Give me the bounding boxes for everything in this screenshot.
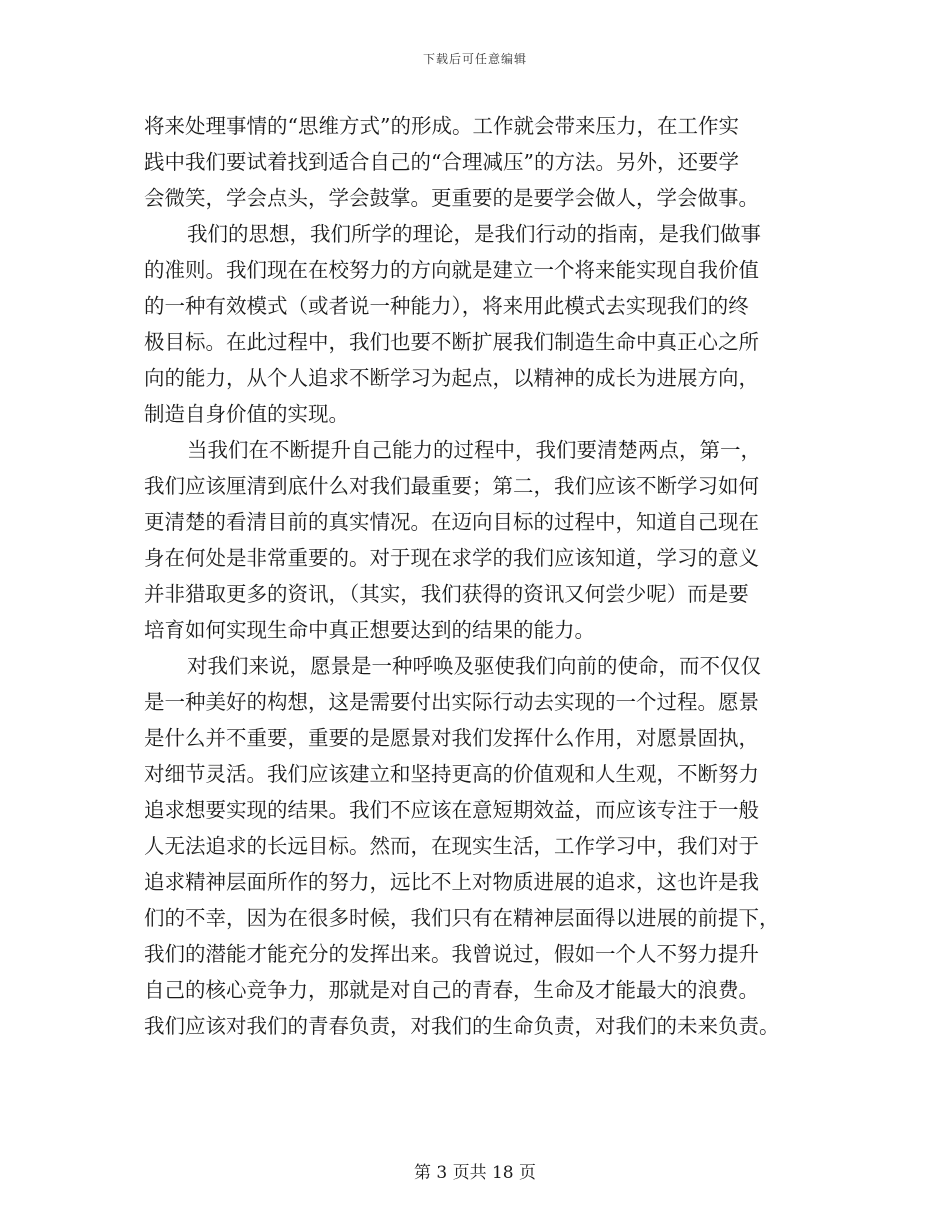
paragraph-start-line: 对我们来说，愿景是一种呼唤及驱使我们向前的使命，而不仅仅 bbox=[187, 654, 761, 678]
paragraph-start-line: 我们的思想，我们所学的理论，是我们行动的指南，是我们做事 bbox=[187, 222, 761, 246]
text-line: 们的不幸，因为在很多时候，我们只有在精神层面得以进展的前提下， bbox=[144, 906, 780, 930]
text-line: 会微笑，学会点头，学会鼓掌。更重要的是要学会做人，学会做事。 bbox=[144, 186, 759, 210]
page-number: 第 3 页共 18 页 bbox=[413, 1163, 537, 1183]
text-line: 是什么并不重要，重要的是愿景对我们发挥什么作用，对愿景固执， bbox=[144, 726, 759, 750]
text-line: 的一种有效模式（或者说一种能力），将来用此模式去实现我们的终 bbox=[144, 294, 749, 318]
text-line: 将来处理事情的“思维方式”的形成。工作就会带来压力，在工作实 bbox=[144, 114, 739, 138]
text-line: 极目标。在此过程中，我们也要不断扩展我们制造生命中真正心之所 bbox=[144, 330, 759, 354]
text-line: 是一种美好的构想，这是需要付出实际行动去实现的一个过程。愿景 bbox=[144, 690, 759, 714]
text-line: 自己的核心竞争力，那就是对自己的青春，生命及才能最大的浪费。 bbox=[144, 978, 759, 1002]
text-line: 我们应该厘清到底什么对我们最重要；第二，我们应该不断学习如何 bbox=[144, 474, 759, 498]
document-body bbox=[144, 108, 814, 1044]
text-line: 制造自身价值的实现。 bbox=[144, 402, 349, 426]
text-line: 更清楚的看清目前的真实情况。在迈向目标的过程中，知道自己现在 bbox=[144, 510, 759, 534]
text-line: 的准则。我们现在在校努力的方向就是建立一个将来能实现自我价值 bbox=[144, 258, 759, 282]
text-line: 我们的潜能才能充分的发挥出来。我曾说过，假如一个人不努力提升 bbox=[144, 942, 759, 966]
paragraph-start-line: 当我们在不断提升自己能力的过程中，我们要清楚两点，第一， bbox=[187, 438, 761, 462]
text-line: 人无法追求的长远目标。然而，在现实生活，工作学习中，我们对于 bbox=[144, 834, 759, 858]
text-line: 追求精神层面所作的努力，远比不上对物质进展的追求，这也许是我 bbox=[144, 870, 759, 894]
text-line: 追求想要实现的结果。我们不应该在意短期效益，而应该专注于一般 bbox=[144, 798, 759, 822]
page-header-note: 下载后可任意编辑 bbox=[422, 52, 527, 66]
text-line: 向的能力，从个人追求不断学习为起点，以精神的成长为进展方向， bbox=[144, 366, 759, 390]
text-line: 并非猎取更多的资讯，（其实，我们获得的资讯又何尝少呢）而是要 bbox=[144, 582, 749, 606]
text-line: 我们应该对我们的青春负责，对我们的生命负责，对我们的未来负责。 bbox=[144, 1014, 780, 1038]
text-line: 践中我们要试着找到适合自己的“合理减压”的方法。另外，还要学 bbox=[144, 150, 739, 174]
text-line: 培育如何实现生命中真正想要达到的结果的能力。 bbox=[144, 618, 595, 642]
text-line: 身在何处是非常重要的。对于现在求学的我们应该知道，学习的意义 bbox=[144, 546, 759, 570]
text-line: 对细节灵活。我们应该建立和坚持更高的价值观和人生观，不断努力 bbox=[144, 762, 759, 786]
